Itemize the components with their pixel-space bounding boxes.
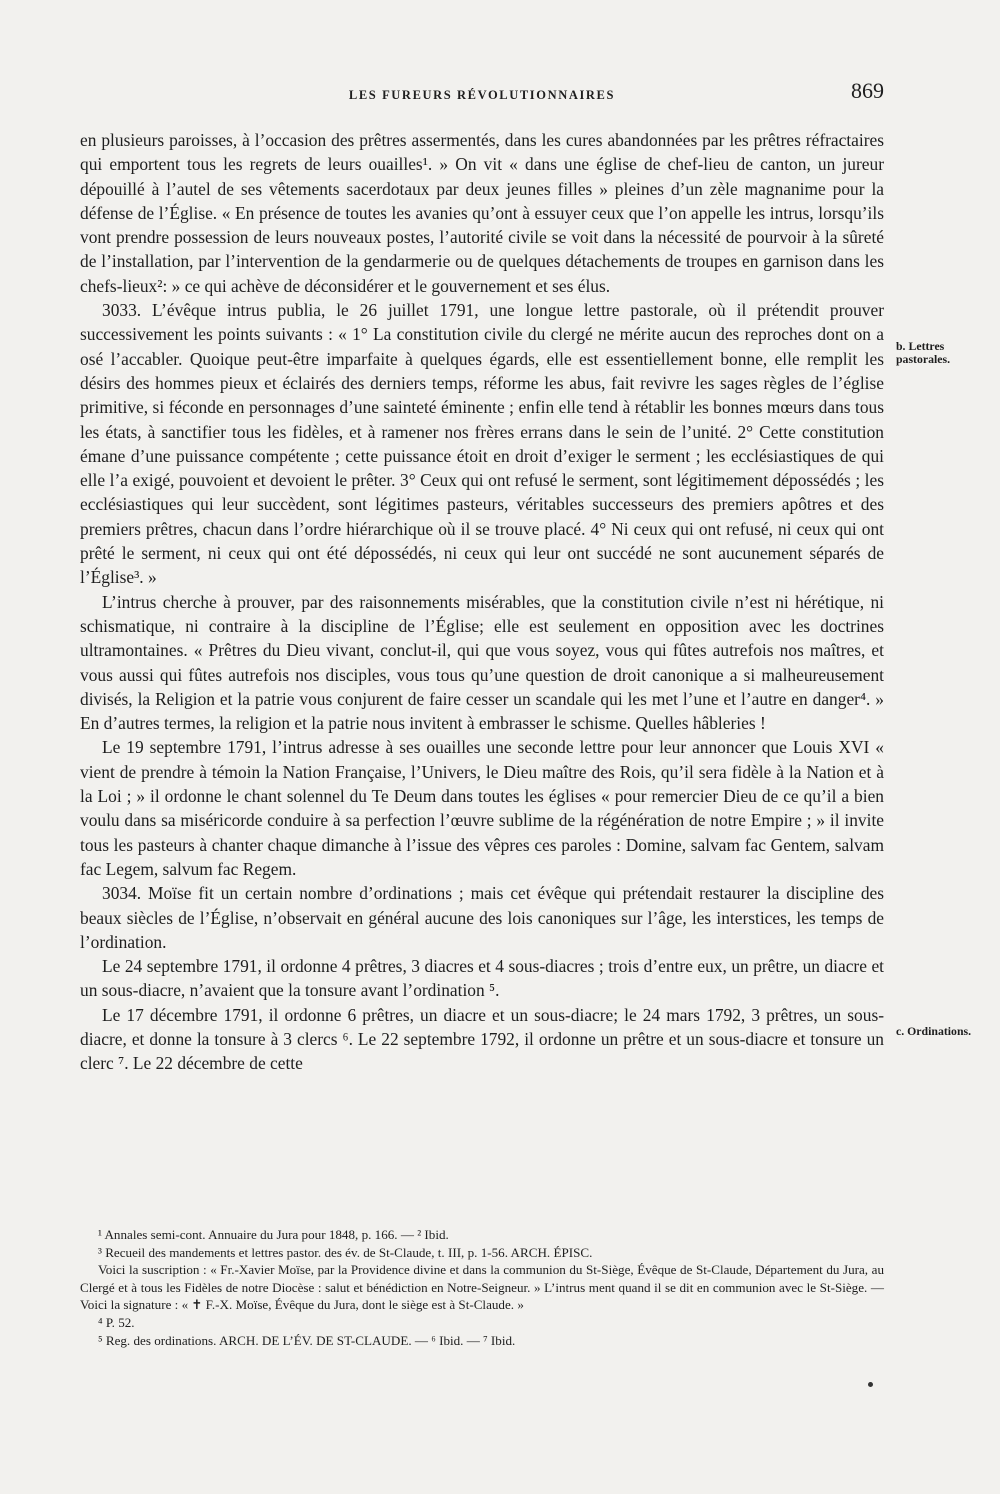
page-header xyxy=(80,78,884,110)
footnotes xyxy=(80,1226,884,1349)
footnote-1-2: ¹ Annales semi-cont. Annuaire du Jura pour 1848, p. 166. — ² Ibid. xyxy=(98,1227,449,1242)
margin-note-lettres-pastorales: b. Lettres pastorales. xyxy=(896,339,951,366)
footnote-3-continued: Voici la suscription : « Fr.-Xavier Moïse, par la Providence divine et dans la communion du St-Siège, Évêque de St-Claude, Département du Jura, au Clergé et à tous les Fidèles de notre Diocèse : salut et bénédiction en Notre-Seigneur. » L’intrus ment quand il se dit en communion avec le St-Siège. — Voici la signature : « ✝ F.-X. Moïse, Évêque du Jura, dont le siège est à St-Claude. » xyxy=(80,1262,884,1313)
print-mark-dot xyxy=(868,1382,873,1387)
paragraph-3034: 3034. Moïse fit un certain nombre d’ordinations ; mais cet évêque qui prétendait restaurer la discipline des beaux siècles de l’Église, n’observait en général aucune des lois canoniques sur l’âge, les interstices, les temps de l’ordination. xyxy=(80,883,884,952)
running-title: LES FUREURS RÉVOLUTIONNAIRES xyxy=(348,88,616,102)
paragraph-4: Le 19 septembre 1791, l’intrus adresse à ses ouailles une seconde lettre pour leur annoncer que Louis XVI « vient de prendre à témoin la Nation Française, l’Univers, le Dieu maître des Rois, qu’il sera fidèle à la Nation et à la Loi ; » il ordonne le chant solennel du Te Deum dans toutes les églises « pour remercier Dieu de ce qu’il a bien voulu dans sa miséricorde conduire à sa perfection l’œuvre sublime de la régénération de notre Empire ; » il invite tous les pasteurs à chanter chaque dimanche à l’issue des vêpres ces paroles : Domine, salvam fac Gentem, salvam fac Legem, salvum fac Regem. xyxy=(80,737,884,879)
main-text xyxy=(80,128,884,1076)
paragraph-6: Le 24 septembre 1791, il ordonne 4 prêtres, 3 diacres et 4 sous-diacres ; trois d’entre eux, un prêtre, un diacre et un sous-diacre, n’avaient que la tonsure avant l’ordination ⁵. xyxy=(80,956,884,1001)
paragraph-7: Le 17 décembre 1791, il ordonne 6 prêtres, un diacre et un sous-diacre; le 24 mars 1792, 3 prêtres, un sous-diacre, et donne la tonsure à 3 clercs ⁶. Le 22 septembre 1792, il ordonne un prêtre et un sous-diacre et tonsure un clerc ⁷. Le 22 décembre de cette xyxy=(80,1004,884,1074)
footnote-3: ³ Recueil des mandements et lettres pastor. des év. de St-Claude, t. III, p. 1-56. ARCH. ÉPISC. xyxy=(98,1244,593,1260)
paragraph-3: L’intrus cherche à prouver, par des raisonnements misérables, que la constitution civile n’est ni hérétique, ni schismatique, ni contraire à la discipline de l’Église; elle est seulement en opposition avec les doctrines ultramontaines. « Prêtres du Dieu vivant, conclut-il, qui que vous soyez, vous qui fûtes autrefois nos maîtres, et vous aussi qui fûtes autrefois nos disciples, vous tous qu’une question de droit canonique a si malheureusement divisés, la Religion et la patrie vous conjurent de faire cesser un scandale qui les met l’une et l’autre en danger⁴. » En d’autres termes, la religion et la patrie nous invitent à embrasser le schisme. Quelles hâbleries ! xyxy=(80,591,884,734)
footnote-5-7: ⁵ Reg. des ordinations. ARCH. DE L’ÉV. DE ST-CLAUDE. — ⁶ Ibid. — ⁷ Ibid. xyxy=(98,1332,516,1348)
page-number: 869 xyxy=(851,78,884,103)
footnote-4: ⁴ P. 52. xyxy=(98,1314,135,1330)
paragraph-1: en plusieurs paroisses, à l’occasion des prêtres assermentés, dans les cures abandonnées par les prêtres réfractaires qui emportent tous les regrets de leurs ouailles¹. » On vit « dans une église de chef-lieu de canton, un jureur dépouillé à l’autel de ses vêtements sacerdotaux par deux jeunes filles » pleines d’un zèle magnanime pour la défense de l’Église. « En présence de toutes les avanies qu’ont à essuyer ceux que l’on appelle les intrus, lorsqu’ils vont prendre possession de leurs nouveaux postes, l’autorité civile se voit dans la nécessité de pourvoir à la sûreté de l’installation, par l’intervention de la gendarmerie ou de quelques détachements de troupes en garnison dans les chefs-lieux²: » ce qui achève de déconsidérer et le gouvernement et ses élus. xyxy=(80,130,884,296)
paragraph-3033: 3033. L’évêque intrus publia, le 26 juillet 1791, une longue lettre pastorale, où il prétendit prouver successivement les points suivants : « 1° La constitution civile du clergé ne mérite aucun des reproches dont on a osé l’accabler. Quoique peut-être imparfaite à quelques égards, elle est essentiellement bonne, elle remplit les désirs des hommes pieux et éclairés des derniers temps, réforme les abus, fait revivre les sages règles de l’église primitive, si féconde en personnages d’une sainteté éminente ; enfin elle tend à rétablir les bonnes mœurs dans tous les états, à sanctifier tous les fidèles, et à ramener nos frères errans dans le sein de l’unité. 2° Cette constitution émane d’une puissance compétente ; cette puissance étoit en droit d’exiger le serment ; les ecclésiastiques de qui elle l’a exigé, pouvoient et devoient le prêter. 3° Ceux qui ont refusé le serment, sont légitimement dépossédés ; les ecclésiastiques qui leur succèdent, sont légitimes pasteurs, véritables successeurs des premiers apôtres et des premiers prêtres, chacun dans l’ordre hiérarchique où il se trouve placé. 4° Ni ceux qui ont refusé, ni ceux qui ont prêté le serment, ni ceux qui ont été dépossédés, ni ceux qui leur ont succédé ne sont aucunement séparés de l’Église³. » xyxy=(80,300,884,588)
margin-note-ordinations: c. Ordinations. xyxy=(896,1024,972,1038)
